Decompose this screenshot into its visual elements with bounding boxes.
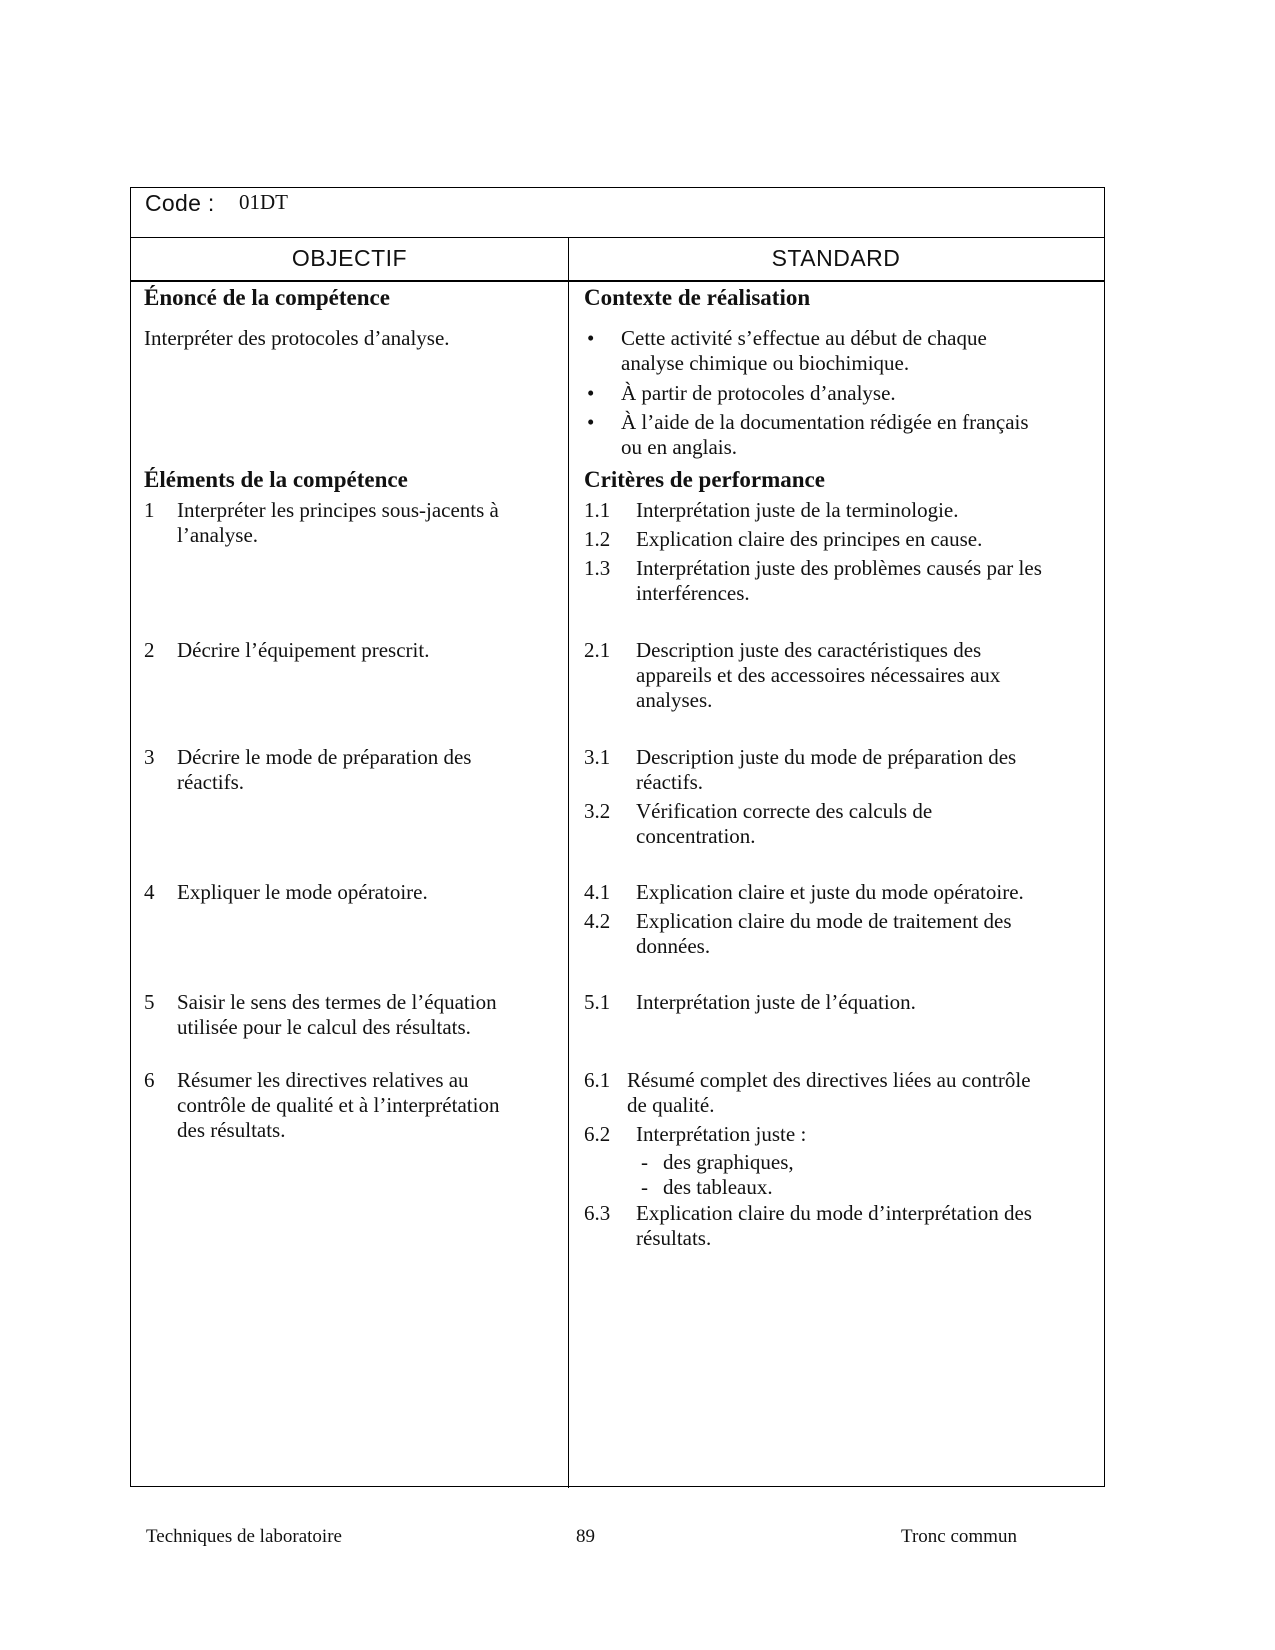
element-text: utilisée pour le calcul des résultats.: [177, 1015, 471, 1039]
critere-text: réactifs.: [636, 770, 704, 794]
critere-number: 6.1: [584, 1068, 611, 1092]
code-row: [131, 188, 1104, 238]
contexte-item: À l’aide de la documentation rédigée en français: [621, 410, 1029, 434]
element-number: 5: [144, 990, 155, 1014]
critere-text: appareils et des accessoires nécessaires aux: [636, 663, 1001, 687]
element-number: 3: [144, 745, 155, 769]
bullet-icon: •: [587, 326, 595, 350]
sublist-item: des graphiques,: [663, 1150, 794, 1174]
critere-text: Interprétation juste de la terminologie.: [636, 498, 959, 522]
critere-number: 3.2: [584, 799, 611, 823]
criteres-title: Critères de performance: [584, 467, 825, 492]
header-standard: STANDARD: [771, 245, 901, 271]
sublist-dash: -: [641, 1150, 648, 1174]
critere-number: 6.2: [584, 1122, 611, 1146]
critere-text: Vérification correcte des calculs de: [636, 799, 933, 823]
element-number: 6: [144, 1068, 155, 1092]
competence-table: [130, 187, 1105, 1487]
critere-text: de qualité.: [627, 1093, 715, 1117]
element-text: contrôle de qualité et à l’interprétation: [177, 1093, 500, 1117]
critere-text: Description juste du mode de préparation des: [636, 745, 1017, 769]
critere-text: interférences.: [636, 581, 750, 605]
footer-program: Techniques de laboratoire: [146, 1526, 342, 1547]
critere-number: 4.1: [584, 880, 611, 904]
column-divider: [568, 238, 569, 1488]
element-text: réactifs.: [177, 770, 245, 794]
elements-title: Éléments de la compétence: [144, 467, 408, 492]
critere-number: 4.2: [584, 909, 611, 933]
code-value: 01DT: [239, 190, 288, 214]
critere-text: Interprétation juste :: [636, 1122, 807, 1146]
critere-text: Explication claire du mode d’interprétation des: [636, 1201, 1032, 1225]
critere-text: Explication claire des principes en cause.: [636, 527, 983, 551]
critere-text: Explication claire du mode de traitement des: [636, 909, 1012, 933]
element-text: Saisir le sens des termes de l’équation: [177, 990, 497, 1014]
element-text: Interpréter les principes sous-jacents à: [177, 498, 499, 522]
element-text: des résultats.: [177, 1118, 286, 1142]
critere-text: Résumé complet des directives liées au contrôle: [627, 1068, 1031, 1092]
element-text: Décrire l’équipement prescrit.: [177, 638, 430, 662]
element-text: l’analyse.: [177, 523, 259, 547]
critere-number: 2.1: [584, 638, 611, 662]
element-number: 2: [144, 638, 155, 662]
header-objectif: OBJECTIF: [291, 245, 408, 271]
sublist-dash: -: [641, 1175, 648, 1199]
contexte-item: À partir de protocoles d’analyse.: [621, 381, 896, 405]
critere-text: analyses.: [636, 688, 713, 712]
critere-number: 6.3: [584, 1201, 611, 1225]
footer-section: Tronc commun: [901, 1526, 1017, 1547]
critere-number: 3.1: [584, 745, 611, 769]
critere-text: Description juste des caractéristiques des: [636, 638, 982, 662]
element-text: Décrire le mode de préparation des: [177, 745, 472, 769]
sublist-item: des tableaux.: [663, 1175, 773, 1199]
contexte-item: ou en anglais.: [621, 435, 738, 459]
critere-text: concentration.: [636, 824, 756, 848]
element-text: Résumer les directives relatives au: [177, 1068, 469, 1092]
bullet-icon: •: [587, 410, 595, 434]
element-text: Expliquer le mode opératoire.: [177, 880, 428, 904]
contexte-item: analyse chimique ou biochimique.: [621, 351, 910, 375]
critere-number: 5.1: [584, 990, 611, 1014]
code-label: Code :: [145, 190, 215, 216]
critere-text: données.: [636, 934, 711, 958]
critere-text: Interprétation juste des problèmes causés par les: [636, 556, 1042, 580]
critere-text: résultats.: [636, 1226, 712, 1250]
enonce-title: Énoncé de la compétence: [144, 285, 390, 310]
footer-page-number: 89: [576, 1526, 595, 1547]
contexte-item: Cette activité s’effectue au début de chaque: [621, 326, 987, 350]
critere-text: Explication claire et juste du mode opératoire.: [636, 880, 1024, 904]
critere-number: 1.1: [584, 498, 611, 522]
critere-text: Interprétation juste de l’équation.: [636, 990, 916, 1014]
enonce-text: Interpréter des protocoles d’analyse.: [144, 326, 450, 350]
element-number: 1: [144, 498, 155, 522]
contexte-title: Contexte de réalisation: [584, 285, 811, 310]
critere-number: 1.2: [584, 527, 611, 551]
critere-number: 1.3: [584, 556, 611, 580]
header-row: [131, 238, 1104, 282]
element-number: 4: [144, 880, 155, 904]
bullet-icon: •: [587, 381, 595, 405]
